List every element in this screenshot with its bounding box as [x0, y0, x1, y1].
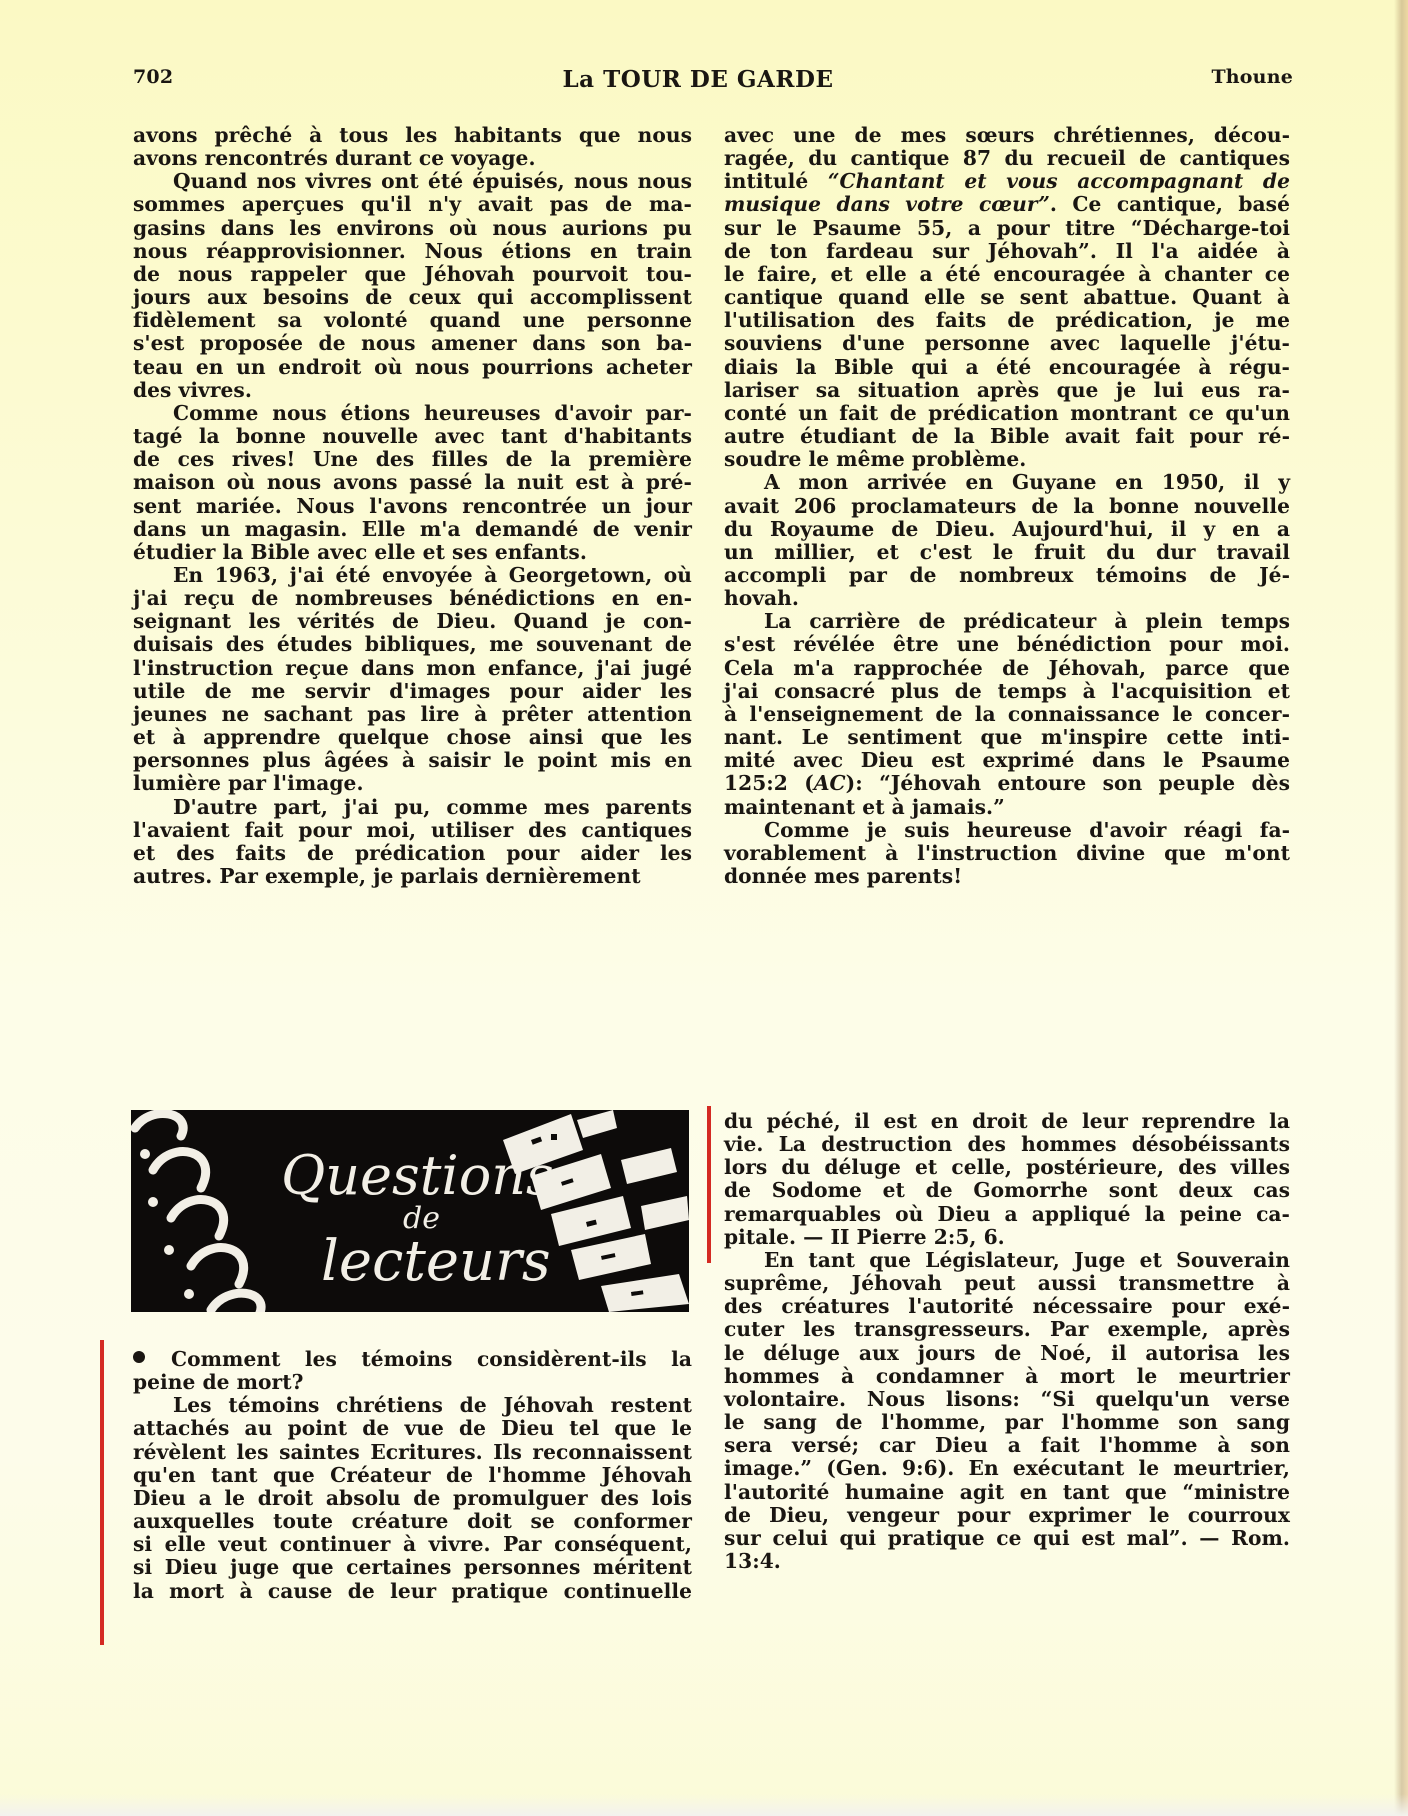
answer-line: la mort à cause de leur pratique continuelle: [133, 1578, 692, 1603]
text-line: lariser sa situation après que je lui eus ra-: [724, 377, 1290, 402]
text-line: intitulé “Chantant et vous accompagnant de: [724, 169, 1290, 194]
text-line: utile de me servir d'images pour aider les: [133, 678, 692, 703]
text-line: Cela m'a rapprochée de Jéhovah, parce que: [724, 655, 1290, 680]
text-line: des créatures l'autorité nécessaire pour exé-: [724, 1294, 1290, 1319]
text-line: seignant les vérités de Dieu. Quand je con-: [133, 609, 692, 634]
text-line: volontaire. Nous lisons: “Si quelqu'un verse: [724, 1386, 1290, 1411]
text-line: étudier la Bible avec elle et ses enfants.: [133, 539, 587, 564]
text-line: l'utilisation des faits de prédication, je me: [724, 308, 1290, 333]
banner-title-de: de: [403, 1201, 440, 1236]
text-line: D'autre part, j'ai pu, comme mes parents: [173, 794, 692, 819]
paragraph: [724, 124, 1290, 471]
text-line: image.” (Gen. 9:6). En exécutant le meurtrier,: [724, 1456, 1290, 1481]
paragraph: [133, 564, 692, 796]
text-line: tagé la bonne nouvelle avec tant d'habitants: [133, 424, 692, 449]
song-title: “Chantant et vous accompagnant de: [827, 169, 1290, 194]
text-line: autres. Par exemple, je parlais dernièrement: [133, 864, 641, 888]
running-title-text: La TOUR DE GARDE: [562, 66, 834, 93]
bible-version: AC: [813, 771, 846, 796]
answer-line: qu'en tant que Créateur de l'homme Jéhovah: [133, 1462, 692, 1487]
text-line: La carrière de prédicateur à plein temps: [764, 609, 1290, 634]
accent-bar-left: [100, 1340, 104, 1645]
banner-title-lecteurs: lecteurs: [321, 1229, 551, 1294]
text-line: sur celui qui pratique ce qui est mal”. — Rom.: [724, 1525, 1290, 1550]
text-line: de ces rives! Une des filles de la première: [133, 447, 692, 472]
running-title: [0, 66, 1408, 93]
text-line: ragée, du cantique 87 du recueil de cantiques: [724, 146, 1290, 171]
paragraph: [724, 1110, 1290, 1249]
text-line: A mon arrivée en Guyane en 1950, il y: [764, 470, 1290, 495]
text-line: conté un fait de prédication montrant ce qu'un: [724, 400, 1290, 425]
text-line: avait 206 proclamateurs de la bonne nouvelle: [724, 493, 1290, 518]
text-line: le faire, et elle a été encouragée à chanter ce: [724, 261, 1290, 286]
text-line: teau en un endroit où nous pourrions acheter: [133, 354, 692, 379]
paragraph: [724, 610, 1290, 818]
text-line: un millier, et c'est le fruit du dur travail: [724, 539, 1290, 564]
text-line: et des faits de prédication pour aider les: [133, 840, 692, 865]
text-line: lors du déluge et celle, postérieure, des villes: [724, 1155, 1290, 1180]
question-text: Comment les témoins considèrent-ils la: [171, 1347, 692, 1371]
text-line: avons rencontrés durant ce voyage.: [133, 146, 536, 171]
paragraph: [724, 819, 1290, 888]
text-line: sent mariée. Nous l'avons rencontrée un jour: [133, 493, 692, 518]
text-line: de Dieu, vengeur pour exprimer le courroux: [724, 1502, 1290, 1527]
text-line: soudre le même problème.: [724, 447, 1027, 472]
text-line: jours aux besoins de ceux qui accomplissent: [133, 285, 692, 310]
paragraph: [133, 124, 692, 170]
text-line: du péché, il est en droit de leur reprendre la: [724, 1109, 1290, 1133]
answer-line: si Dieu juge que certaines personnes méritent: [133, 1555, 692, 1580]
text-line: le déluge aux jours de Noé, il autorisa les: [724, 1340, 1290, 1365]
page-number: 702: [133, 66, 174, 88]
reader-question-column-right: [724, 1110, 1290, 1573]
text-line: pitale. — II Pierre 2:5, 6.: [724, 1224, 1005, 1249]
text-line: et à apprendre quelque chose ainsi que les: [133, 725, 692, 750]
text-line: maintenant et à jamais.”: [724, 794, 1005, 819]
text-line: s'est proposée de nous amener dans son ba-: [133, 331, 692, 356]
text-line: sommes aperçues qu'il n'y avait pas de ma-: [133, 192, 692, 217]
text-line: personnes plus âgées à saisir le point mis en: [133, 748, 692, 773]
questions-de-lecteurs-banner: [131, 1110, 689, 1312]
answer-line: auxquelles toute créature doit se conformer: [133, 1509, 692, 1534]
text-line: cantique quand elle se sent abattue. Quant à: [724, 285, 1290, 310]
text-line: nant. Le sentiment que m'inspire cette inti-: [724, 725, 1290, 750]
answer-line: Dieu a le droit absolu de promulguer des lois: [133, 1485, 692, 1510]
text-line: Comme nous étions heureuses d'avoir par-: [173, 400, 692, 425]
text-line: gasins dans les environs où nous aurions pu: [133, 215, 692, 240]
text-line: 13:4.: [724, 1548, 781, 1573]
text-line: Quand nos vivres ont été épuisés, nous nous: [173, 169, 692, 194]
answer-line: si elle veut continuer à vivre. Par conséquent,: [133, 1532, 692, 1557]
text-line: avec une de mes sœurs chrétiennes, décou-: [724, 123, 1290, 147]
text-line: duisais des études bibliques, me souvenant de: [133, 632, 692, 657]
text-line: du Royaume de Dieu. Aujourd'hui, il y en a: [724, 516, 1290, 541]
text-line: diais la Bible qui a été encouragée à régu-: [724, 354, 1290, 379]
text-line: l'autorité humaine agit en tant que “ministre: [724, 1479, 1290, 1504]
text-line: Comme je suis heureuse d'avoir réagi fa-: [764, 817, 1290, 842]
paragraph: [724, 1249, 1290, 1573]
question-text: peine de mort?: [133, 1370, 304, 1395]
article-column-left: [133, 124, 692, 888]
page-edge-shadow: [1394, 0, 1408, 1816]
text-line: maison où nous avons passé la nuit est à pré-: [133, 470, 692, 495]
text-line: mité avec Dieu est exprimé dans le Psaume: [724, 748, 1290, 773]
reader-question: [133, 1348, 692, 1394]
text-line: nous réapprovisionner. Nous étions en train: [133, 238, 692, 263]
text-line: de Sodome et de Gomorrhe sont deux cas: [724, 1178, 1290, 1203]
text-line: j'ai reçu de nombreuses bénédictions en en-: [133, 586, 692, 611]
paragraph: [724, 471, 1290, 610]
question-dots-icon: [140, 1149, 194, 1299]
question-line: [133, 1348, 692, 1371]
text-line: de ton fardeau sur Jéhovah”. Il l'a aidée à: [724, 238, 1290, 263]
text-line: des vivres.: [133, 377, 252, 402]
question-marks-icon: [135, 1114, 261, 1312]
bullet-icon: [133, 1351, 145, 1363]
text-line: donnée mes parents!: [724, 864, 963, 888]
answer-line: révèlent les saintes Ecritures. Ils reconnaissent: [133, 1439, 692, 1464]
text-line: cuter les transgresseurs. Par exemple, après: [724, 1317, 1290, 1342]
accent-bar-right: [707, 1106, 711, 1263]
text-line: lumière par l'image.: [133, 771, 364, 796]
page-bottom-margin: [0, 1794, 1408, 1816]
text-line: dans un magasin. Elle m'a demandé de venir: [133, 516, 692, 541]
song-title: musique dans votre cœur”: [724, 192, 1050, 217]
text-line: suprême, Jéhovah peut aussi transmettre à: [724, 1271, 1290, 1296]
text-line: hommes à condamner à mort le meurtrier: [724, 1363, 1290, 1388]
article-column-right: [724, 124, 1290, 888]
text-line: sera versé; car Dieu a fait l'homme à son: [724, 1433, 1290, 1458]
text-line: accompli par de nombreux témoins de Jé-: [724, 562, 1290, 587]
paragraph: [133, 796, 692, 889]
text-line: l'avaient fait pour moi, utiliser des cantiques: [133, 817, 692, 842]
answer-line: attachés au point de vue de Dieu tel que le: [133, 1416, 692, 1441]
text-line: 125:2 (AC): “Jéhovah entoure son peuple dès: [724, 771, 1290, 796]
text-line: autre étudiant de la Bible avait fait pour ré-: [724, 424, 1290, 449]
text-line: sur le Psaume 55, a pour titre “Décharge-toi: [724, 215, 1290, 240]
text-line: avons prêché à tous les habitants que nous: [133, 123, 692, 147]
text-line: vorablement à l'instruction divine que m'ont: [724, 840, 1290, 865]
text-line: souviens d'une personne avec laquelle j'étu-: [724, 331, 1290, 356]
text-line: En 1963, j'ai été envoyée à Georgetown, où: [173, 562, 692, 587]
question-line: [133, 1371, 692, 1394]
text-line: vie. La destruction des hommes désobéissants: [724, 1132, 1290, 1157]
text-line: j'ai consacré plus de temps à l'acquisition et: [724, 678, 1290, 703]
text-line: jeunes ne sachant pas lire à prêter attention: [133, 701, 692, 726]
running-location: Thoune: [1211, 66, 1293, 88]
text-line: musique dans votre cœur”. Ce cantique, basé: [724, 192, 1290, 217]
paragraph: [133, 170, 692, 402]
text-line: s'est révélée être une bénédiction pour moi.: [724, 632, 1290, 657]
text-line: le sang de l'homme, par l'homme son sang: [724, 1410, 1290, 1435]
text-line: à l'enseignement de la connaissance le concer-: [724, 701, 1290, 726]
text-line: hovah.: [724, 586, 799, 611]
text-line: l'instruction reçue dans mon enfance, j'ai jugé: [133, 655, 692, 680]
reader-question-column-left: [133, 1348, 692, 1603]
banner-artwork: [131, 1110, 689, 1312]
text-line: fidèlement sa volonté quand une personne: [133, 308, 692, 333]
banner-title-questions: Questions: [281, 1144, 554, 1207]
text-line: de nous rappeler que Jéhovah pourvoit tou-: [133, 261, 692, 286]
answer-line: Les témoins chrétiens de Jéhovah restent: [173, 1393, 692, 1418]
text-line: remarquables où Dieu a appliqué la peine ca-: [724, 1201, 1290, 1226]
paragraph: [133, 402, 692, 564]
text-line: En tant que Législateur, Juge et Souverain: [764, 1247, 1290, 1272]
reader-answer: [133, 1394, 692, 1602]
